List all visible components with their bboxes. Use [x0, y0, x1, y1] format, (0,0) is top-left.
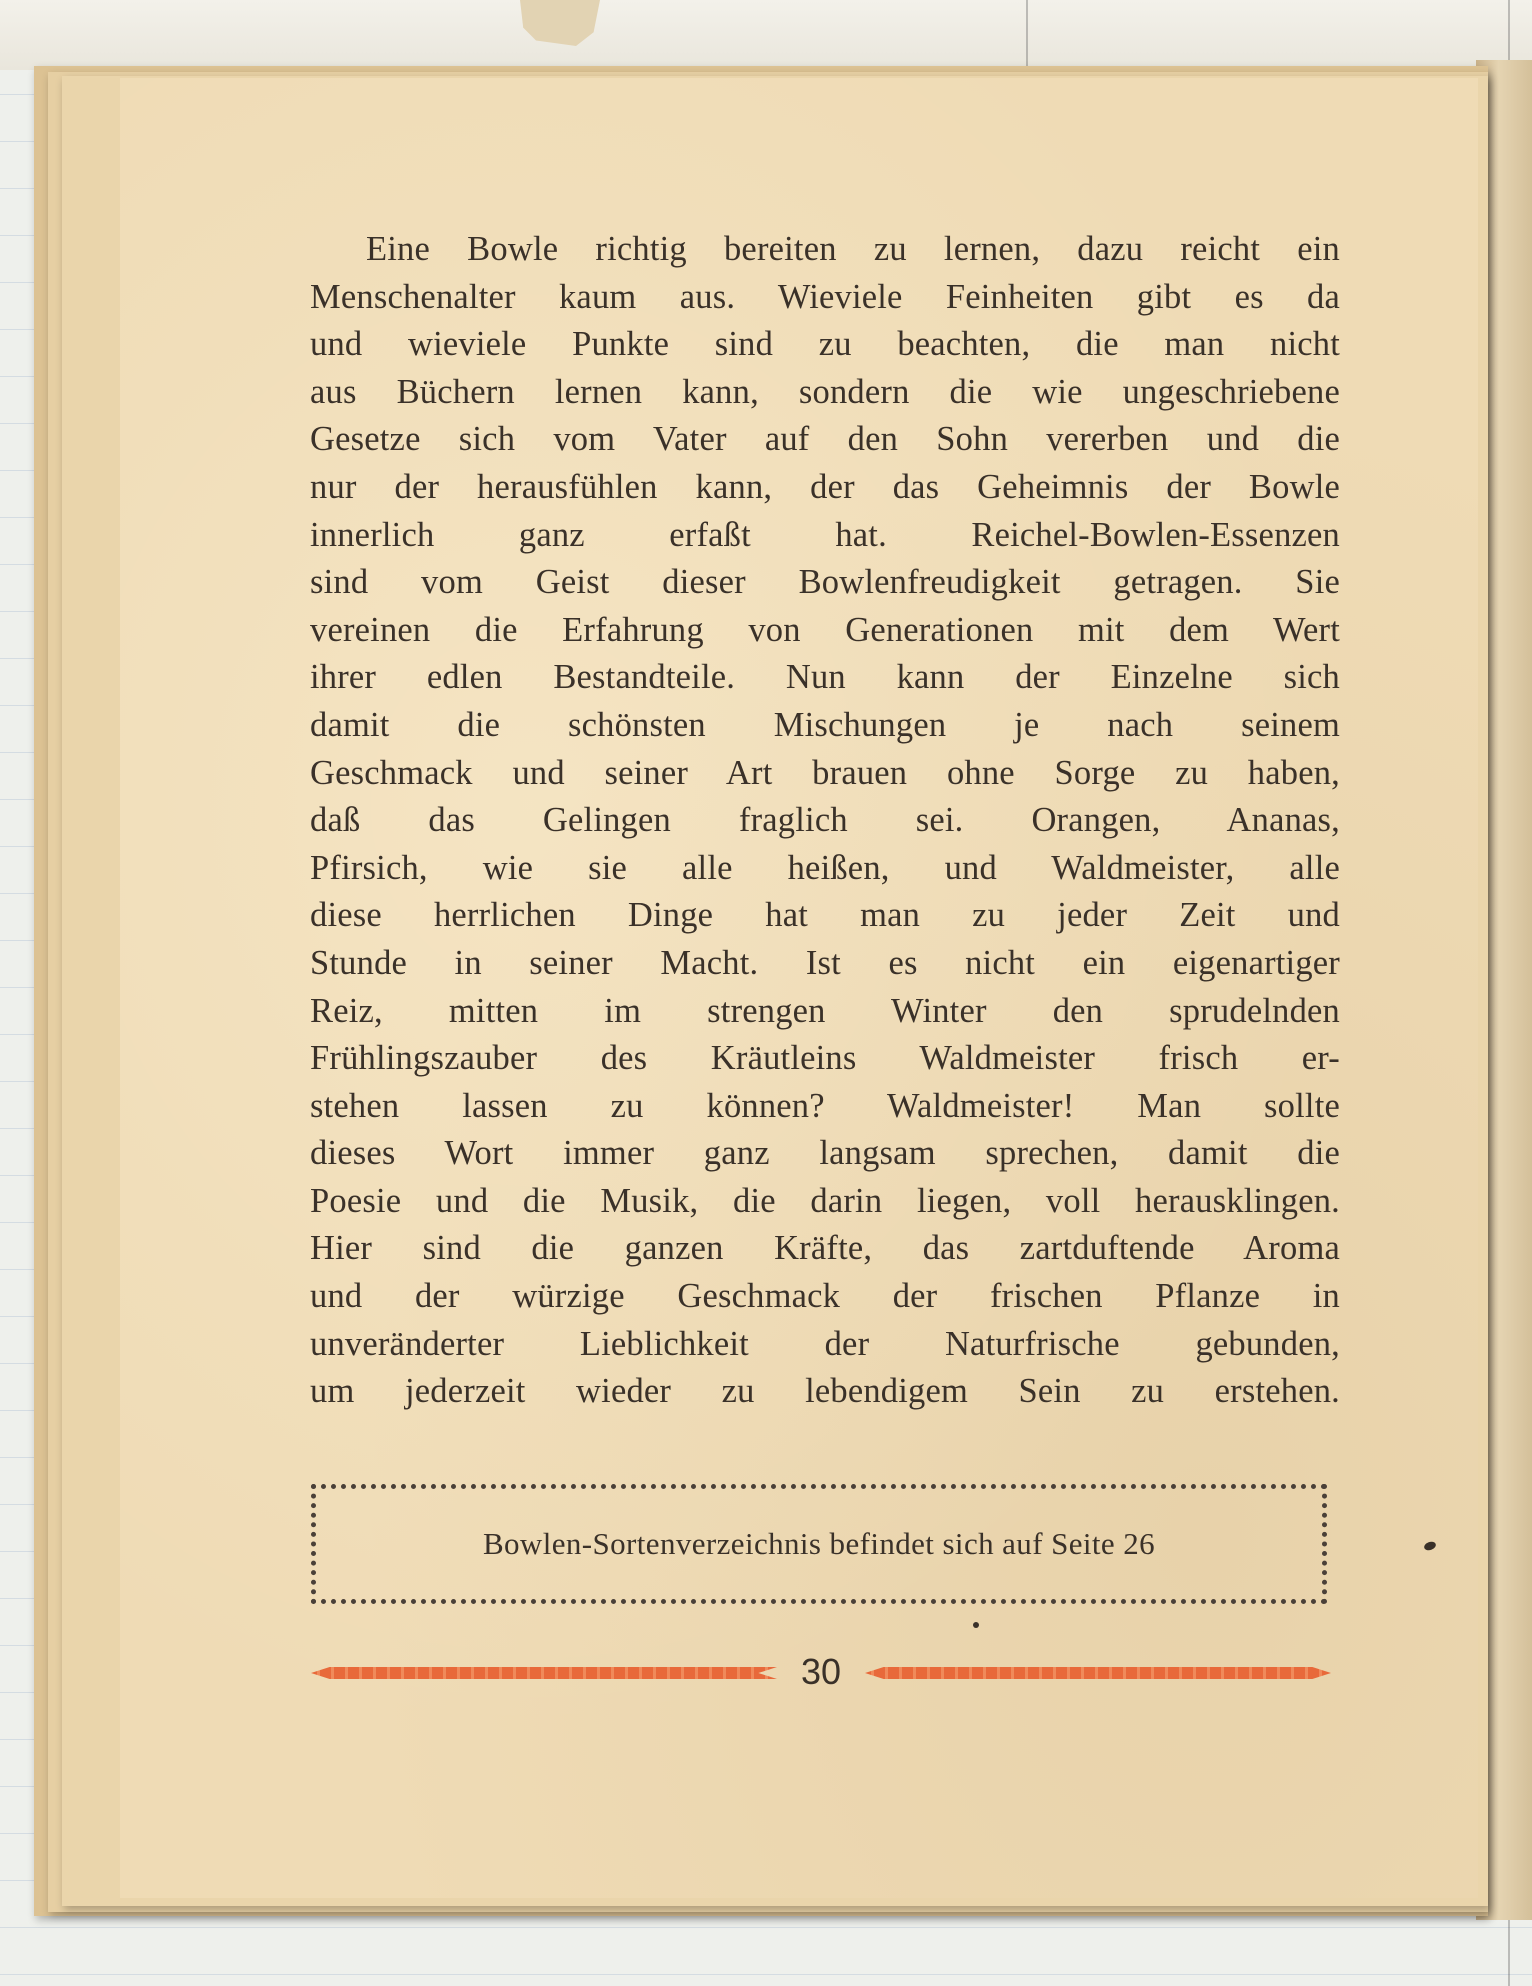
text-line: aus Büchern lernen kann, sondern die wie ungeschriebene	[310, 372, 1340, 411]
text-line: ihrer edlen Bestandteile. Nun kann der Einzelne sich	[310, 658, 1340, 697]
footer-ornament-right	[865, 1667, 1331, 1679]
dotted-notice-box	[311, 1484, 1327, 1604]
text-line: nur der herausfühlen kann, der das Geheimnis der Bowle	[310, 467, 1340, 506]
notice-text: Bowlen-Sortenverzeichnis befindet sich auf Seite 26	[482, 1526, 1156, 1561]
text-line: Gesetze sich vom Vater auf den Sohn vererben und die	[310, 420, 1340, 459]
text-line: Pfirsich, wie sie alle heißen, und Waldmeister, alle	[310, 848, 1340, 887]
text-line: und wieviele Punkte sind zu beachten, die man nicht	[310, 325, 1340, 364]
text-line: Menschenalter kaum aus. Wieviele Feinheiten gibt es da	[310, 277, 1340, 316]
page-number: 30	[800, 1651, 842, 1692]
ink-speck	[973, 1622, 979, 1628]
text-line: innerlich ganz erfaßt hat. Reichel-Bowlen-Essenzen	[310, 515, 1340, 554]
text-line: Eine Bowle richtig bereiten zu lernen, dazu reicht ein	[366, 230, 1340, 268]
text-line: Stunde in seiner Macht. Ist es nicht ein eigenartiger	[310, 943, 1340, 982]
graph-paper-vertical-line	[1026, 0, 1028, 70]
text-line: Poesie und die Musik, die darin liegen, voll herausklingen.	[310, 1181, 1340, 1220]
page-footer	[311, 1650, 1331, 1694]
text-line: Reiz, mitten im strengen Winter den sprudelnden	[310, 991, 1340, 1030]
text-line: Hier sind die ganzen Kräfte, das zartduftende Aroma	[310, 1229, 1340, 1268]
text-line: um jederzeit wieder zu lebendigem Sein zu erstehen.	[310, 1372, 1340, 1411]
text-line: und der würzige Geschmack der frischen Pflanze in	[310, 1277, 1340, 1316]
text-line: Geschmack und seiner Art brauen ohne Sorge zu haben,	[310, 753, 1340, 792]
top-paper-strip	[0, 0, 1532, 70]
text-line: stehen lassen zu können? Waldmeister! Man sollte	[310, 1086, 1340, 1125]
text-line: daß das Gelingen fraglich sei. Orangen, Ananas,	[310, 801, 1340, 840]
text-line: unveränderter Lieblichkeit der Naturfrische gebunden,	[310, 1324, 1340, 1363]
text-line: diese herrlichen Dinge hat man zu jeder Zeit und	[310, 896, 1340, 935]
text-line: dieses Wort immer ganz langsam sprechen, damit die	[310, 1134, 1340, 1173]
body-paragraph	[310, 226, 1340, 1416]
footer-ornament-left	[311, 1667, 777, 1679]
text-line: sind vom Geist dieser Bowlenfreudigkeit getragen. Sie	[310, 563, 1340, 602]
text-line: damit die schönsten Mischungen je nach seinem	[310, 705, 1340, 744]
text-line: vereinen die Erfahrung von Generationen mit dem Wert	[310, 610, 1340, 649]
text-line: Frühlingszauber des Kräutleins Waldmeister frisch er-	[310, 1039, 1340, 1078]
